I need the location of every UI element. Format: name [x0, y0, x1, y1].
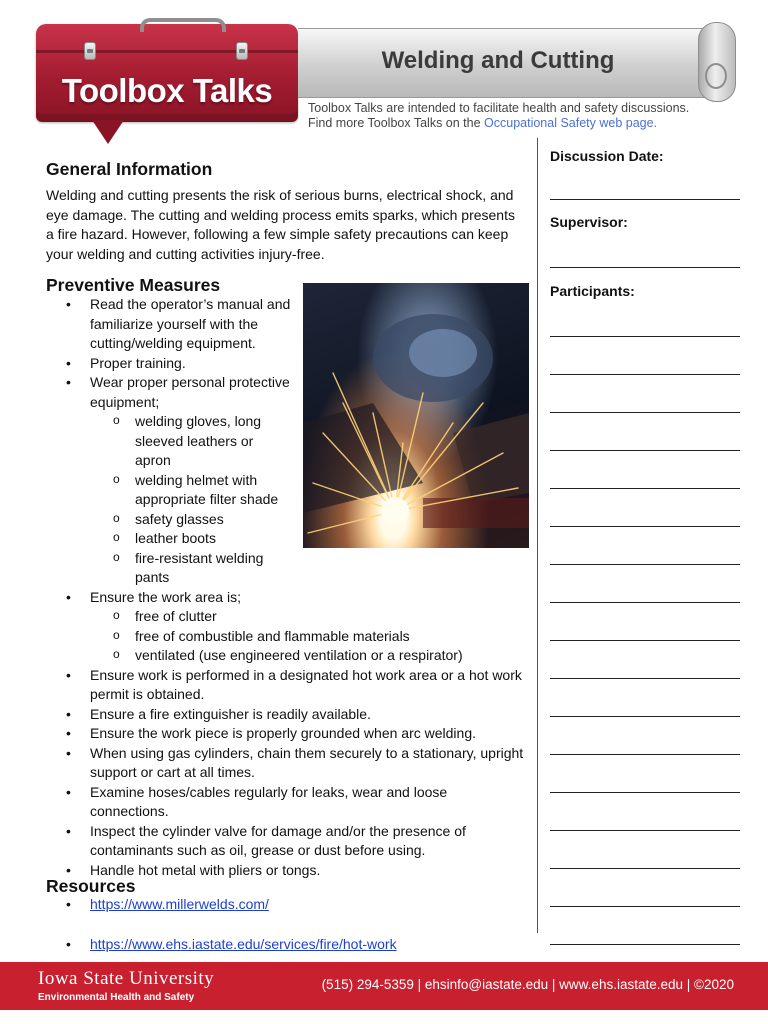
participant-line[interactable] — [550, 716, 740, 717]
participant-line[interactable] — [550, 336, 740, 337]
sub-list-item-text: ventilated (use engineered ventilation or a respirator) — [135, 647, 463, 663]
page-title: Welding and Cutting — [381, 47, 615, 74]
footer-contact-info: (515) 294-5359 | ehsinfo@iastate.edu | www.ehs.iastate.edu | ©2020 — [321, 977, 734, 992]
discussion-date-label: Discussion Date: — [550, 148, 664, 164]
list-item-text: Wear proper personal protective equipment; — [90, 374, 290, 410]
list-item — [46, 895, 526, 915]
list-item-text: Handle hot metal with pliers or tongs. — [90, 861, 321, 878]
department-name: Environmental Health and Safety — [38, 992, 195, 1003]
sub-list-item-text: safety glasses — [135, 510, 224, 527]
general-information-section — [46, 159, 526, 264]
sub-list-item — [90, 627, 526, 647]
title-banner — [298, 28, 710, 98]
list-item — [46, 744, 526, 783]
participant-line[interactable] — [550, 792, 740, 793]
latch-icon — [236, 42, 248, 60]
participant-line[interactable] — [550, 830, 740, 831]
participant-line[interactable] — [550, 906, 740, 907]
sub-list-item — [90, 607, 526, 627]
list-item-text: Ensure a fire extinguisher is readily available. — [90, 705, 371, 722]
intro-line-2-text: Find more Toolbox Talks on the — [308, 116, 485, 130]
logo-text: Toolbox Talks — [61, 72, 273, 109]
intro-line-1: Toolbox Talks are intended to facilitate health and safety discussions. — [308, 101, 690, 115]
list-item — [46, 822, 526, 861]
participant-line[interactable] — [550, 944, 740, 945]
supervisor-label: Supervisor: — [550, 214, 628, 230]
participant-line[interactable] — [550, 602, 740, 603]
list-item-text: Ensure the work piece is properly grounded when arc welding. — [90, 725, 476, 741]
list-item — [46, 935, 526, 955]
participant-line[interactable] — [550, 488, 740, 489]
list-item-text: Inspect the cylinder valve for damage and/or the presence of contaminants such as oil, grease or dust before using. — [90, 822, 466, 858]
list-item — [46, 588, 526, 666]
participant-line[interactable] — [550, 754, 740, 755]
supervisor-line[interactable] — [550, 267, 740, 268]
resource-link-hot-work[interactable]: https://www.ehs.iastate.edu/services/fire/hot-work — [90, 936, 397, 952]
occupational-safety-link[interactable]: Occupational Safety web page. — [484, 116, 658, 130]
discussion-date-line[interactable] — [550, 199, 740, 200]
general-information-heading: General Information — [46, 159, 213, 179]
resources-heading: Resources — [46, 876, 136, 896]
toolbox-lid-line — [36, 50, 298, 53]
sub-list-item — [90, 412, 290, 471]
participant-line[interactable] — [550, 374, 740, 375]
sub-list-item-text: welding gloves, long sleeved leathers or apron — [135, 413, 262, 468]
weld-arc-glow — [381, 497, 409, 525]
intro-text — [308, 101, 748, 131]
preventive-measures-heading: Preventive Measures — [46, 275, 221, 295]
sub-list-item — [90, 529, 290, 549]
participant-line[interactable] — [550, 678, 740, 679]
sub-list-item — [90, 549, 290, 588]
list-item-text: Examine hoses/cables regularly for leaks, wear and loose connections. — [90, 783, 448, 819]
participant-line[interactable] — [550, 564, 740, 565]
list-item — [46, 724, 526, 744]
participant-line[interactable] — [550, 526, 740, 527]
toolbox-handle — [140, 18, 226, 32]
work-area-sublist — [90, 607, 526, 666]
sub-list-item-text: free of combustible and flammable materials — [135, 627, 410, 644]
latch-icon — [84, 42, 96, 60]
list-item — [46, 666, 526, 705]
list-item — [46, 373, 300, 588]
sub-list-item-text: fire-resistant welding pants — [135, 549, 264, 585]
list-item — [46, 295, 300, 354]
participant-line[interactable] — [550, 640, 740, 641]
scroll-icon — [698, 22, 736, 102]
welding-photo — [303, 283, 529, 548]
toolbox-icon — [36, 24, 298, 122]
toolbox-talks-logo — [36, 24, 298, 122]
sub-list-item-text: welding helmet with appropriate filter shade — [135, 471, 279, 507]
resource-link-millerwelds[interactable]: https://www.millerwelds.com/ — [90, 896, 269, 912]
list-item-text: Proper training. — [90, 354, 186, 371]
sub-list-item-text: leather boots — [135, 530, 216, 546]
welding-sparks-graphic — [303, 283, 529, 548]
sub-list-item — [90, 646, 526, 666]
participant-line[interactable] — [550, 868, 740, 869]
list-item — [46, 783, 526, 822]
list-item-text: Read the operator’s manual and familiarize yourself with the cutting/welding equipment. — [90, 296, 291, 351]
footer-bar — [0, 962, 768, 1010]
list-item-text: When using gas cylinders, chain them securely to a stationary, upright support or cart at all times. — [90, 744, 524, 780]
column-divider — [537, 138, 538, 933]
university-logo-text: Iowa State University — [38, 968, 215, 989]
helmet-reflection — [409, 329, 477, 377]
sub-list-item — [90, 471, 290, 510]
participants-label: Participants: — [550, 283, 635, 299]
sub-list-item-text: free of clutter — [135, 608, 217, 624]
participant-line[interactable] — [550, 450, 740, 451]
intro-line-2 — [308, 116, 748, 131]
speech-tail — [92, 120, 124, 144]
list-item — [46, 705, 526, 725]
sub-list-item — [90, 510, 290, 530]
list-item-text: Ensure work is performed in a designated hot work area or a hot work permit is obtained. — [90, 666, 522, 702]
general-information-text: Welding and cutting presents the risk of serious burns, electrical shock, and eye damage. The cutting and welding process emits sparks, which presents a fire hazard. However, following a few simple safety precautions can keep your welding and cutting activities injury-free. — [46, 187, 515, 262]
ppe-sublist — [90, 412, 290, 588]
participant-line[interactable] — [550, 412, 740, 413]
list-item-text: Ensure the work area is; — [90, 588, 241, 605]
resources-list — [46, 895, 526, 955]
